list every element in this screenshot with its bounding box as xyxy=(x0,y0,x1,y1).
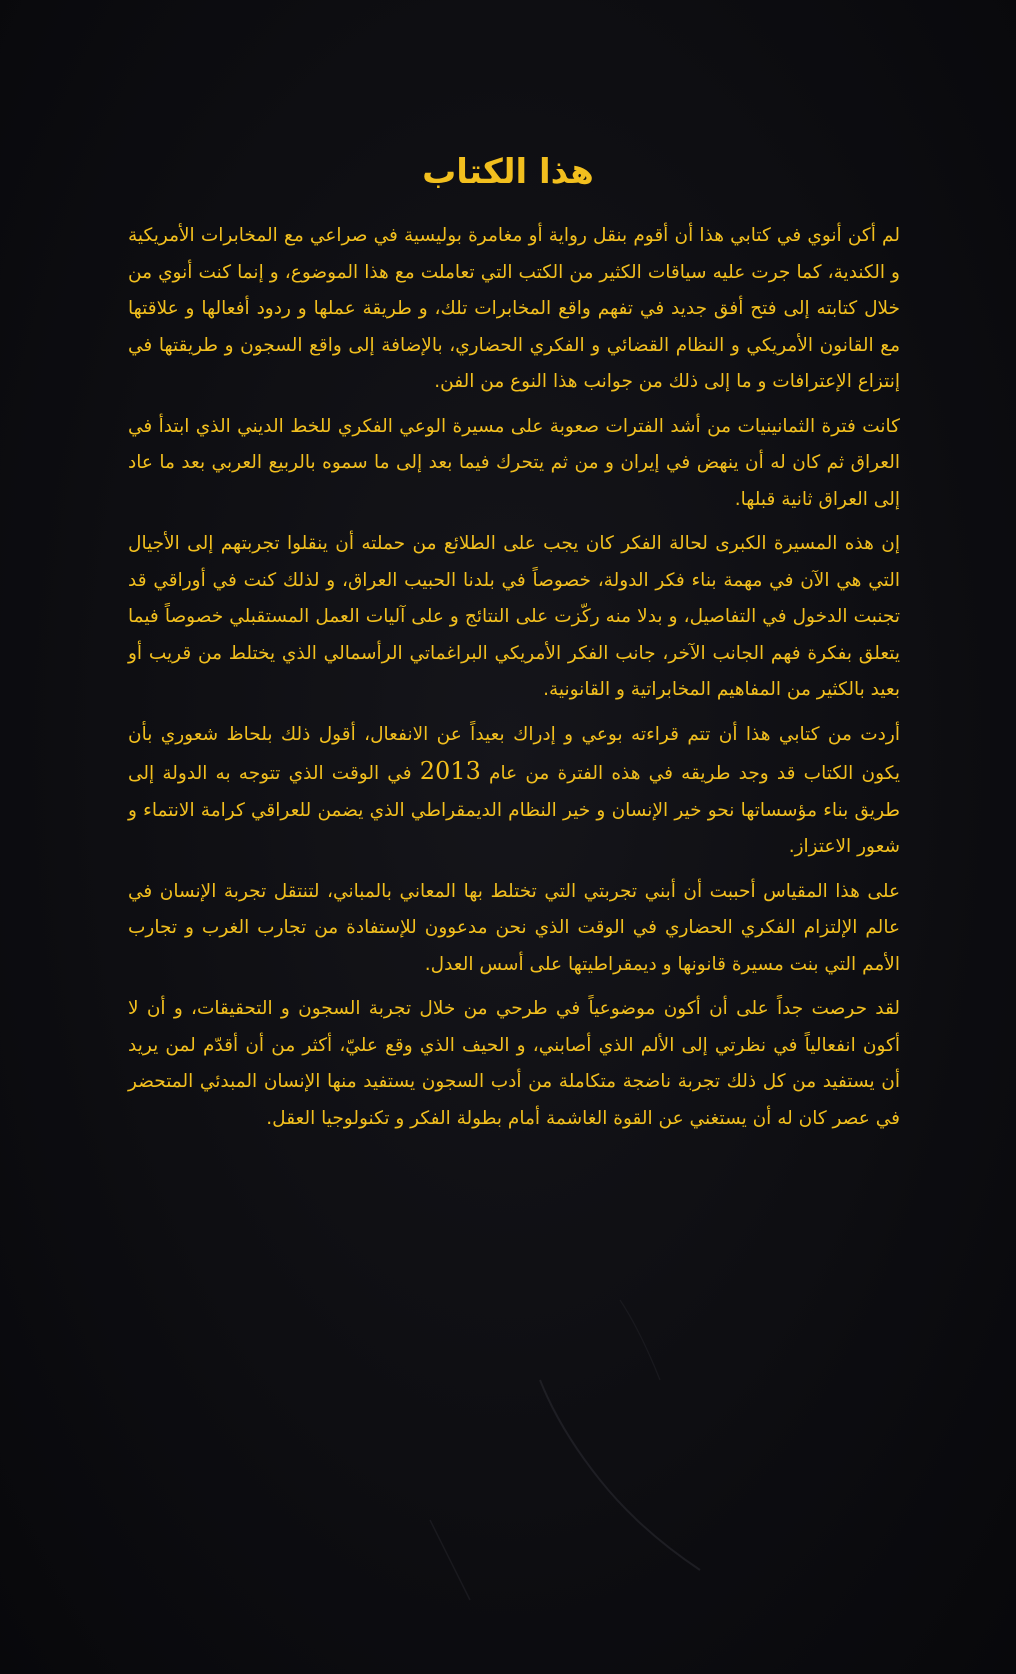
year-value: 2013 xyxy=(419,757,481,785)
paragraph-experience: على هذا المقياس أحببت أن أبني تجربتي التي تختلط بها المعاني بالمباني، لتنتقل تجربة الإنسان في عالم الإلتزام الفكري الحضاري في الوقت الذي نحن مدعوون للإستفادة من تجارب الغرب و تجارب الأمم التي بنت مسيرة قانونها و ديمقراطيتها على أسس العدل. xyxy=(128,880,900,975)
paragraph-march: إن هذه المسيرة الكبرى لحالة الفكر كان يجب على الطلائع من حملته أن ينقلوا تجربتهم إلى الأجيال التي هي الآن في مهمة بناء فكر الدولة، خصوصاً في بلدنا الحبيب العراق، و لذلك كنت في أوراقي قد تجنبت الدخول في التفاصيل، و بدلا منه ركّزت على النتائج و على آليات العمل المستقبلي خصوصاً فيما يتعلق بفكرة فهم الجانب الآخر، جانب الفكر الأمريكي البراغماتي الرأسمالي الذي يختلط من قريب أو بعيد بالكثير من المفاهيم المخابراتية و القانونية. xyxy=(128,533,900,700)
paragraph-reading xyxy=(128,717,900,866)
paragraph-objectivity: لقد حرصت جداً على أن أكون موضوعياً في طرحي من خلال تجربة السجون و التحقيقات، و أن لا أكون انفعالياً في نظرتي إلى الألم الذي أصابني، و الحيف الذي وقع عليّ، أكثر من أن أقدّم لمن يريد أن يستفيد من كل ذلك تجربة ناضجة متكاملة من أدب السجون يستفيد منها الإنسان المبدئي المتحضر في عصر كان له أن يستغني عن القوة الغاشمة أمام بطولة الفكر و تكنولوجيا العقل. xyxy=(128,998,900,1129)
book-description xyxy=(128,218,900,1548)
paragraph-reading-start: أردت من كتابي هذا أن تتم قراءته بوعي و إدراك بعيداً عن الانفعال، أقول ذلك بلحاظ شعوري بأن يكون الكتاب قد وجد طريقه في هذه الفترة من عام xyxy=(128,723,900,784)
page-title: هذا الكتاب xyxy=(422,152,594,192)
paragraph-reading-end: في الوقت الذي تتوجه به الدولة إلى طريق بناء مؤسساتها نحو خير الإنسان و خير النظام الديمقراطي الذي يضمن للعراقي كرامة الانتماء و شعور الاعتزاز. xyxy=(128,763,900,857)
paragraph-intro: لم أكن أنوي في كتابي هذا أن أقوم بنقل رواية أو مغامرة بوليسية في صراعي مع المخابرات الأمريكية و الكندية، كما جرت عليه سياقات الكثير من الكتب التي تعاملت مع هذا الموضوع، و إنما كنت أنوي من خلال كتابته إلى فتح أفق جديد في تفهم واقع المخابرات تلك، و طريقة عملها و ردود أفعالها و علاقتها مع القانون الأمريكي و النظام القضائي و الفكري الحضاري، بالإضافة إلى واقع السجون و طريقتها في إنتزاع الإعترافات و ما إلى ذلك من جوانب هذا النوع من الفن. xyxy=(128,225,900,392)
paragraph-eighties: كانت فترة الثمانينيات من أشد الفترات صعوبة على مسيرة الوعي الفكري للخط الديني الذي ابتدأ في العراق ثم كان له أن ينهض في إيران و من ثم يتحرك فيما بعد إلى ما سموه بالربيع العربي بعد ما عاد إلى العراق ثانية قبلها. xyxy=(128,415,900,510)
